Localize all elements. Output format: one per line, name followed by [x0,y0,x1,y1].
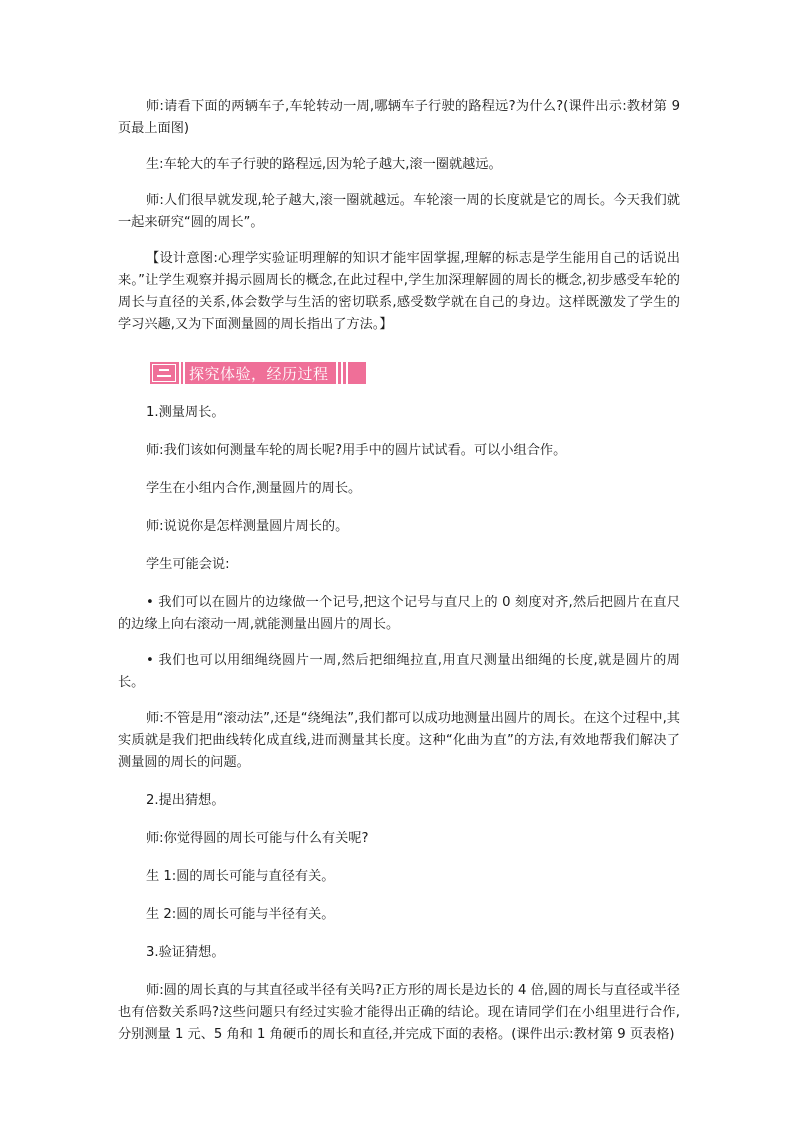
bullet-rolling-method: • 我们可以在圆片的边缘做一个记号,把这个记号与直尺上的 0 刻度对齐,然后把圆片在直尺的边缘上向右滚动一周,就能测量出圆片的周长。 [118,595,680,632]
step-1-teacher-prompt: 师:说说你是怎样测量圆片周长的。 [146,519,349,534]
step-1-teacher-question: 师:我们该如何测量车轮的周长呢?用手中的圆片试试看。可以小组合作。 [146,443,567,458]
intro-paragraph-student-answer: 生:车轮大的车子行驶的路程远,因为轮子越大,滚一圈就越远。 [146,157,502,172]
step-3-teacher-instruction: 师:圆的周长真的与其直径或半径有关吗?正方形的周长是边长的 4 倍,圆的周长与直径或半径也有倍数关系吗?这些问题只有经过实验才能得出正确的结论。现在请同学们在小组里进行合作,分别测量 1 元、5 角和 1 角硬币的周长和直径,并完成下面的表格。(课件出示:教材第 9 页表格) [118,983,680,1042]
banner-decor-bars-right [333,362,348,384]
section-banner-wrap [118,362,680,384]
document-content [118,96,680,1046]
step-3-heading: 3.验证猜想。 [146,945,225,960]
step-2-student-2: 生 2:圆的周长可能与半径有关。 [146,907,335,922]
section-title: 探究体验，经历过程 [189,364,329,383]
step-2-heading: 2.提出猜想。 [146,793,225,808]
intro-paragraph-teacher-question: 师:请看下面的两辆车子,车轮转动一周,哪辆车子行驶的路程远?为什么?(课件出示:教材第 9 页最上面图) [118,99,680,136]
section-banner [150,362,366,384]
step-1-students-may-say: 学生可能会说: [146,557,230,572]
step-2-teacher-question: 师:你觉得圆的周长可能与什么有关呢? [146,831,369,846]
step-1-student-activity: 学生在小组内合作,测量圆片的周长。 [146,481,362,496]
step-1-teacher-summary: 师:不管是用“滚动法”,还是“绕绳法”,我们都可以成功地测量出圆片的周长。在这个过程中,其实质就是我们把曲线转化成直线,进而测量其长度。这种“化曲为直”的方法,有效地帮我们解决了测量圆的周长的问题。 [118,711,680,770]
step-2-student-1: 生 1:圆的周长可能与直径有关。 [146,869,335,884]
section-number-two-icon [152,364,176,382]
bullet-string-method: • 我们也可以用细绳绕圆片一周,然后把细绳拉直,用直尺测量出细绳的长度,就是圆片的周长。 [118,653,680,690]
intro-paragraph-teacher-explain: 师:人们很早就发现,轮子越大,滚一圈就越远。车轮滚一周的长度就是它的周长。今天我们就一起来研究“圆的周长”。 [118,193,680,230]
banner-decor-bars-left [179,362,187,384]
design-intent-paragraph: 【设计意图:心理学实验证明理解的知识才能牢固掌握,理解的标志是学生能用自己的话说出来。”让学生观察并揭示圆周长的概念,在此过程中,学生加深理解圆的周长的概念,初步感受车轮的周长与直径的关系,体会数学与生活的密切联系,感受数学就在自己的身边。这样既激发了学生的学习兴趣,又为下面测量圆的周长指出了方法。】 [118,251,680,332]
step-1-heading: 1.测量周长。 [146,405,225,420]
